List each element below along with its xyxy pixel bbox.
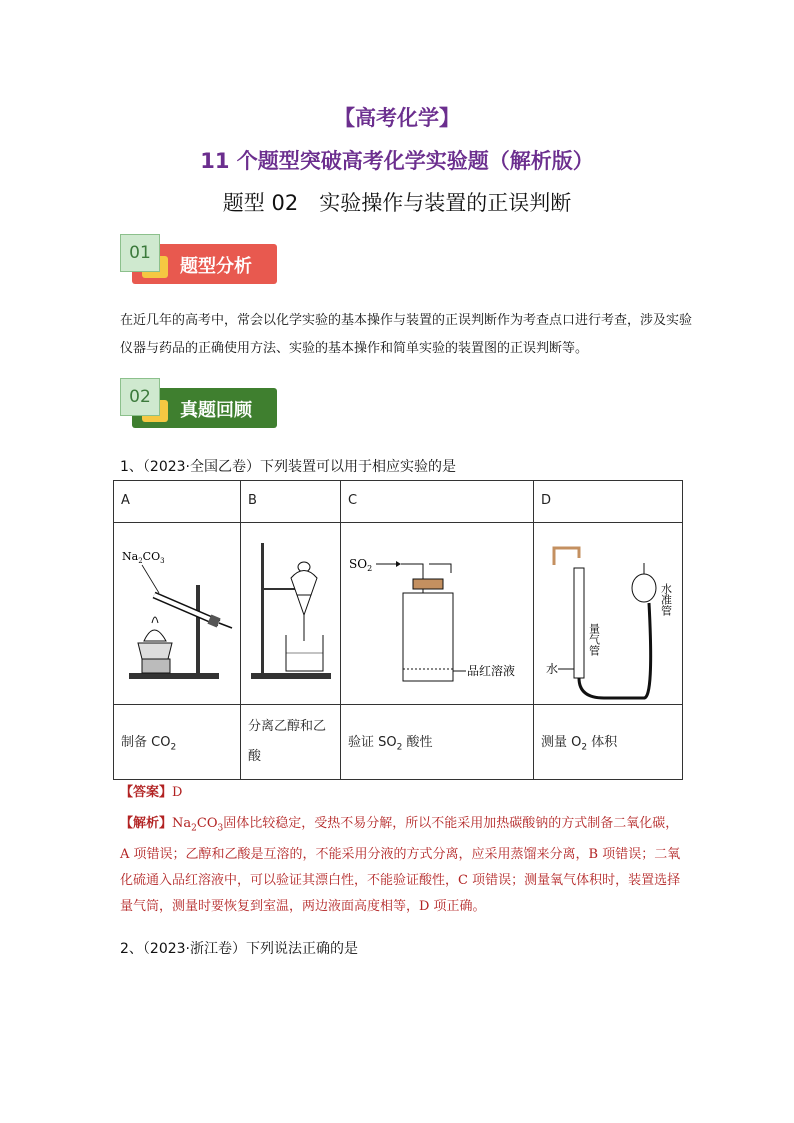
label-water: 水: [546, 662, 559, 676]
doc-subtitle: 题型 02 实验操作与装置的正误判断: [222, 191, 572, 215]
option-letter: D: [534, 481, 683, 523]
explanation-paragraph: 【解析】$Na_2CO_3$固体比较稳定，受热不易分解，所以不能采用加热碳酸钠的方式制备二氧化碳，A 项错误；乙醇和乙酸是互溶的，不能采用分液的方式分离，应采用蒸馏来分离，B 项错误；二氧化硫通入品红溶液中，可以验证其漂白性，不能验证酸性，C 项错误；测量氧气体积时，装置选择量气筒，测量时要恢复到室温，两边液面高度相等，D 项正确。: [120, 816, 681, 914]
label-leveling-tube: 水准管: [659, 583, 673, 616]
question-1-stem: 1、（2023·全国乙卷）下列装置可以用于相应实验的是: [120, 459, 456, 475]
analysis-paragraph: 在近几年的高考中，常会以化学实验的基本操作与装置的正误判断作为考查点口进行考查，涉及实验仪器与药品的正确使用方法、实验的基本操作和简单实验的装置图的正误判断等。: [120, 313, 693, 356]
option-caption: 分离乙醇和乙酸: [241, 705, 341, 780]
option-letter: B: [241, 481, 341, 523]
figure-d-gas-burette: [534, 523, 683, 705]
separatory-funnel-diagram: [241, 523, 340, 700]
section-title: 真题回顾: [180, 400, 252, 421]
section-number: 02: [120, 378, 160, 416]
label-burette: 量气管: [587, 623, 601, 656]
option-caption: 验证 $SO_2$ 酸性: [341, 705, 534, 780]
label-liquid: 品红溶液: [467, 664, 516, 678]
answer-line: 【答案】D: [120, 785, 183, 800]
section-title: 题型分析: [180, 256, 252, 277]
wash-bottle-diagram: [341, 523, 533, 700]
gas-burette-diagram: [534, 523, 682, 700]
option-caption: 测量 $O_2$ 体积: [534, 705, 683, 780]
figure-c-wash-bottle: [341, 523, 534, 705]
figure-a-heating: [114, 523, 241, 705]
heating-apparatus-diagram: [114, 523, 240, 700]
question-2-stem: 2、（2023·浙江卷）下列说法正确的是: [120, 941, 358, 957]
section-number: 01: [120, 234, 160, 272]
option-caption: 制备 $CO_2$: [114, 705, 241, 780]
option-letter: A: [114, 481, 241, 523]
options-table: [113, 480, 683, 780]
label-so2: $SO_2$: [349, 557, 373, 573]
figure-b-separatory-funnel: [241, 523, 341, 705]
label-na2co3: $Na_2CO_3$: [122, 550, 165, 565]
option-letter: C: [341, 481, 534, 523]
doc-title-main: 11 个题型突破高考化学实验题（解析版）: [200, 149, 594, 173]
doc-title-bracket: 【高考化学】: [334, 106, 460, 130]
